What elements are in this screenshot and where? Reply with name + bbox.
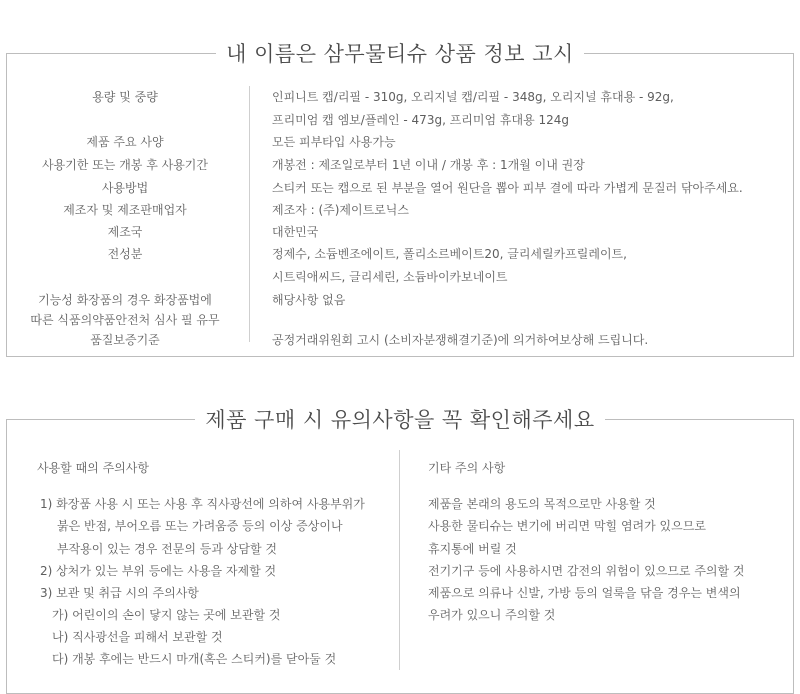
usage-caution-heading: 사용할 때의 주의사항: [37, 461, 149, 475]
info-value: 해당사항 없음: [272, 293, 346, 307]
product-info-title-text: 내 이름은 삼무물티슈 상품 정보 고시: [216, 42, 584, 66]
product-info-title: [0, 38, 800, 68]
other-caution-line: 제품으로 의류나 신발, 가방 등의 얼룩을 닦을 경우는 변색의: [428, 586, 741, 600]
usage-caution-line: 나) 직사광선을 피해서 보관할 것: [52, 630, 223, 644]
other-caution-line: 전기기구 등에 사용하시면 감전의 위험이 있으므로 주의할 것: [428, 564, 745, 578]
info-value: 시트릭애씨드, 글리세린, 소듐바이카보네이트: [272, 270, 508, 284]
usage-caution-line: 3) 보관 및 취급 시의 주의사항: [40, 586, 199, 600]
info-value: 공정거래위원회 고시 (소비자분쟁해결기준)에 의거하여보상해 드립니다.: [272, 333, 649, 347]
usage-caution-line: 붉은 반점, 부어오름 또는 가려움증 등의 이상 증상이나: [57, 519, 343, 533]
usage-caution-line: 부작용이 있는 경우 전문의 등과 상담할 것: [57, 542, 277, 556]
caution-title-text: 제품 구매 시 유의사항을 꼭 확인해주세요: [195, 408, 604, 432]
other-caution-heading: 기타 주의 사항: [428, 461, 506, 475]
info-label: 제품 주요 사양: [86, 135, 164, 149]
usage-caution-line: 가) 어린이의 손이 닿지 않는 곳에 보관할 것: [52, 608, 281, 622]
info-label: 따른 식품의약품안전처 심사 필 유무: [30, 313, 220, 327]
info-value: 대한민국: [272, 225, 319, 239]
other-caution-line: 사용한 물티슈는 변기에 버리면 막힐 염려가 있으므로: [428, 519, 706, 533]
info-label: 제조국: [107, 225, 143, 239]
product-info-divider: [249, 86, 250, 342]
usage-caution-line: 다) 개봉 후에는 반드시 마개(혹은 스티커)를 닫아둘 것: [52, 652, 337, 666]
other-caution-line: 제품을 본래의 용도의 목적으로만 사용할 것: [428, 497, 656, 511]
info-label: 기능성 화장품의 경우 화장품법에: [38, 293, 212, 307]
info-label: 제조자 및 제조판매업자: [63, 203, 187, 217]
info-value: 정제수, 소듐벤조에이트, 폴리소르베이트20, 글리세릴카프릴레이트,: [272, 247, 627, 261]
other-caution-line: 우려가 있으니 주의할 것: [428, 608, 556, 622]
info-value: 인피니트 캡/리필 - 310g, 오리지널 캡/리필 - 348g, 오리지널 휴대용 - 92g,: [272, 90, 674, 104]
caution-divider: [399, 450, 400, 670]
info-value: 모든 피부타입 사용가능: [272, 135, 396, 149]
usage-caution-line: 2) 상처가 있는 부위 등에는 사용을 자제할 것: [40, 564, 277, 578]
info-value: 스티커 또는 캡으로 된 부분을 열어 원단을 뽑아 피부 결에 따라 가볍게 문질러 닦아주세요.: [272, 181, 743, 195]
other-caution-line: 휴지통에 버릴 것: [428, 542, 517, 556]
info-value: 개봉전 : 제조일로부터 1년 이내 / 개봉 후 : 1개월 이내 권장: [272, 158, 585, 172]
info-value: 제조자 : (주)제이트로닉스: [272, 203, 409, 217]
info-label: 용량 및 중량: [92, 90, 158, 104]
usage-caution-line: 1) 화장품 사용 시 또는 사용 후 직사광선에 의하여 사용부위가: [40, 497, 365, 511]
info-value: 프리미엄 캡 엠보/플레인 - 473g, 프리미엄 휴대용 124g: [272, 113, 569, 127]
info-label: 사용방법: [101, 181, 149, 195]
info-label: 전성분: [107, 247, 143, 261]
info-label: 사용기한 또는 개봉 후 사용기간: [42, 158, 208, 172]
info-label: 품질보증기준: [90, 333, 160, 347]
caution-title: [0, 404, 800, 434]
